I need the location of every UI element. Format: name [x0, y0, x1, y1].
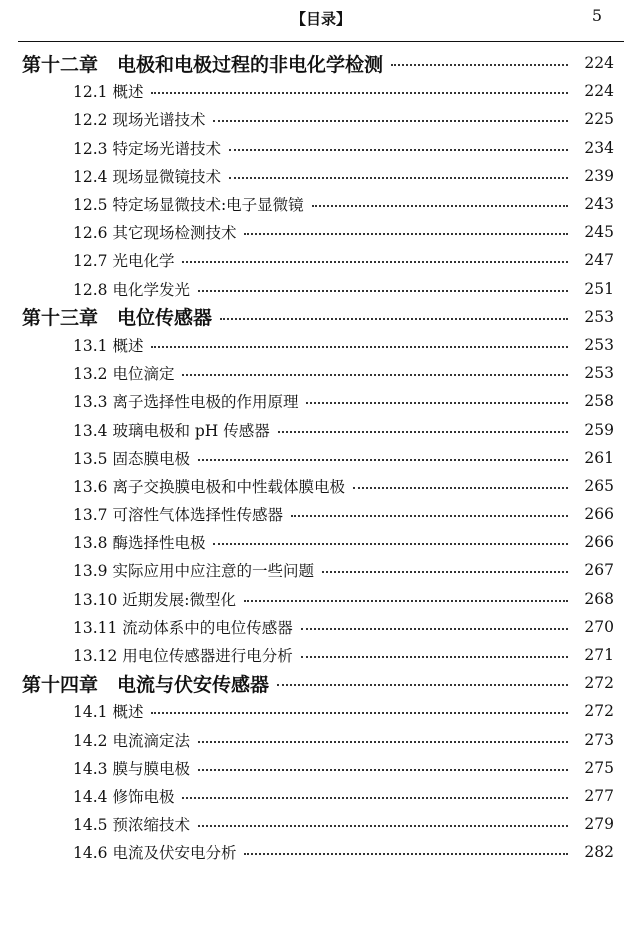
toc-entry-page: 271: [584, 646, 614, 665]
toc-entry-page: 267: [584, 561, 614, 580]
toc-entry-title: 14.6 电流及伏安电分析: [73, 844, 237, 863]
toc-entry-page: 272: [584, 702, 614, 721]
toc-entry-title: 13.5 固态膜电极: [73, 449, 190, 468]
toc-entry-title: 14.3 膜与膜电极: [73, 759, 190, 778]
toc-entry-page: 234: [584, 138, 614, 157]
toc-entry-title: 13.2 电位滴定: [73, 365, 175, 384]
toc-entry-page: 224: [584, 82, 614, 101]
dot-leader: [213, 120, 568, 122]
dot-leader: [278, 431, 568, 433]
dot-leader: [220, 318, 568, 320]
toc-entry-title: 13.11 流动体系中的电位传感器: [73, 618, 293, 637]
toc-entry-page: 258: [584, 392, 614, 411]
toc-section-entry[interactable]: [0, 331, 642, 359]
toc-section-entry[interactable]: [0, 218, 642, 246]
dot-leader: [244, 600, 568, 602]
toc-section-entry[interactable]: [0, 387, 642, 415]
toc-section-entry[interactable]: [0, 134, 642, 162]
toc-section-entry[interactable]: [0, 528, 642, 556]
toc-entry-page: 251: [584, 279, 614, 298]
toc-entry-title: 12.2 现场光谱技术: [73, 111, 206, 130]
toc-section-entry[interactable]: [0, 810, 642, 838]
dot-leader: [213, 543, 568, 545]
dot-leader: [322, 571, 568, 573]
toc-section-entry[interactable]: [0, 275, 642, 303]
toc-section-entry[interactable]: [0, 500, 642, 528]
toc-chapter-entry[interactable]: [0, 303, 642, 331]
toc-section-entry[interactable]: [0, 190, 642, 218]
toc-entry-title: 第十三章 电位传感器: [22, 307, 213, 330]
toc-section-entry[interactable]: [0, 556, 642, 584]
toc-entry-page: 273: [584, 730, 614, 749]
dot-leader: [291, 515, 568, 517]
toc-entry-title: 13.9 实际应用中应注意的一些问题: [73, 562, 314, 581]
toc-entry-title: 12.4 现场显微镜技术: [73, 167, 221, 186]
toc-entry-title: 13.1 概述: [73, 336, 144, 355]
dot-leader: [353, 487, 568, 489]
toc-entry-title: 14.2 电流滴定法: [73, 731, 190, 750]
toc-entry-title: 第十四章 电流与伏安传感器: [22, 673, 270, 696]
toc-entry-page: 253: [584, 364, 614, 383]
toc-section-entry[interactable]: [0, 162, 642, 190]
toc-entry-title: 13.6 离子交换膜电极和中性载体膜电极: [73, 477, 345, 496]
toc-entry-page: 259: [584, 420, 614, 439]
page-number: 5: [591, 6, 602, 25]
toc-entry-page: 270: [584, 617, 614, 636]
table-of-contents: [0, 49, 642, 866]
dot-leader: [244, 853, 568, 855]
toc-entry-page: 268: [584, 589, 614, 608]
toc-entry-page: 279: [584, 815, 614, 834]
toc-section-entry[interactable]: [0, 697, 642, 725]
toc-entry-page: 275: [584, 758, 614, 777]
toc-entry-page: 253: [584, 307, 614, 326]
toc-entry-title: 13.10 近期发展:微型化: [73, 590, 237, 609]
toc-entry-page: 224: [584, 54, 614, 73]
toc-entry-title: 13.8 酶选择性电极: [73, 534, 206, 553]
toc-section-entry[interactable]: [0, 838, 642, 866]
dot-leader: [277, 684, 568, 686]
dot-leader: [244, 233, 568, 235]
toc-entry-page: 239: [584, 166, 614, 185]
toc-section-entry[interactable]: [0, 246, 642, 274]
dot-leader: [301, 628, 568, 630]
dot-leader: [198, 290, 568, 292]
dot-leader: [312, 205, 568, 207]
toc-chapter-entry[interactable]: [0, 49, 642, 77]
dot-leader: [391, 64, 568, 66]
header-rule: [18, 41, 624, 42]
page-header: [0, 0, 642, 44]
dot-leader: [151, 346, 568, 348]
toc-section-entry[interactable]: [0, 754, 642, 782]
toc-entry-title: 13.4 玻璃电极和 pH 传感器: [73, 421, 270, 440]
toc-entry-page: 265: [584, 476, 614, 495]
toc-entry-title: 13.12 用电位传感器进行电分析: [73, 647, 293, 666]
dot-leader: [229, 149, 568, 151]
toc-entry-page: 225: [584, 110, 614, 129]
dot-leader: [198, 769, 568, 771]
toc-section-entry[interactable]: [0, 472, 642, 500]
dot-leader: [182, 797, 568, 799]
toc-section-entry[interactable]: [0, 782, 642, 810]
toc-section-entry[interactable]: [0, 359, 642, 387]
toc-entry-title: 12.7 光电化学: [73, 252, 175, 271]
toc-section-entry[interactable]: [0, 415, 642, 443]
toc-section-entry[interactable]: [0, 77, 642, 105]
toc-entry-page: 245: [584, 223, 614, 242]
toc-section-entry[interactable]: [0, 585, 642, 613]
toc-entry-title: 14.1 概述: [73, 703, 144, 722]
dot-leader: [151, 712, 568, 714]
toc-entry-page: 253: [584, 335, 614, 354]
dot-leader: [182, 374, 568, 376]
toc-entry-title: 12.8 电化学发光: [73, 280, 190, 299]
toc-entry-title: 13.3 离子选择性电极的作用原理: [73, 393, 299, 412]
toc-section-entry[interactable]: [0, 444, 642, 472]
toc-entry-page: 277: [584, 786, 614, 805]
toc-entry-page: 282: [584, 843, 614, 862]
toc-entry-title: 14.4 修饰电极: [73, 787, 175, 806]
toc-section-entry[interactable]: [0, 105, 642, 133]
toc-entry-page: 243: [584, 195, 614, 214]
toc-entry-page: 266: [584, 505, 614, 524]
dot-leader: [198, 741, 568, 743]
toc-entry-page: 266: [584, 533, 614, 552]
toc-section-entry[interactable]: [0, 726, 642, 754]
toc-entry-title: 12.5 特定场显微技术:电子显微镜: [73, 196, 304, 215]
dot-leader: [151, 92, 568, 94]
dot-leader: [198, 825, 568, 827]
toc-entry-page: 261: [584, 448, 614, 467]
toc-entry-title: 第十二章 电极和电极过程的非电化学检测: [22, 53, 384, 76]
dot-leader: [306, 402, 568, 404]
toc-entry-title: 12.1 概述: [73, 83, 144, 102]
dot-leader: [229, 177, 568, 179]
toc-entry-page: 272: [584, 674, 614, 693]
toc-entry-title: 13.7 可溶性气体选择性传感器: [73, 506, 283, 525]
dot-leader: [198, 459, 568, 461]
dot-leader: [182, 261, 568, 263]
toc-chapter-entry[interactable]: [0, 669, 642, 697]
toc-entry-page: 247: [584, 251, 614, 270]
toc-entry-title: 12.6 其它现场检测技术: [73, 224, 237, 243]
header-title: 【目录】: [290, 10, 351, 28]
toc-section-entry[interactable]: [0, 641, 642, 669]
dot-leader: [301, 656, 568, 658]
toc-entry-title: 14.5 预浓缩技术: [73, 816, 190, 835]
toc-section-entry[interactable]: [0, 613, 642, 641]
toc-entry-title: 12.3 特定场光谱技术: [73, 139, 221, 158]
